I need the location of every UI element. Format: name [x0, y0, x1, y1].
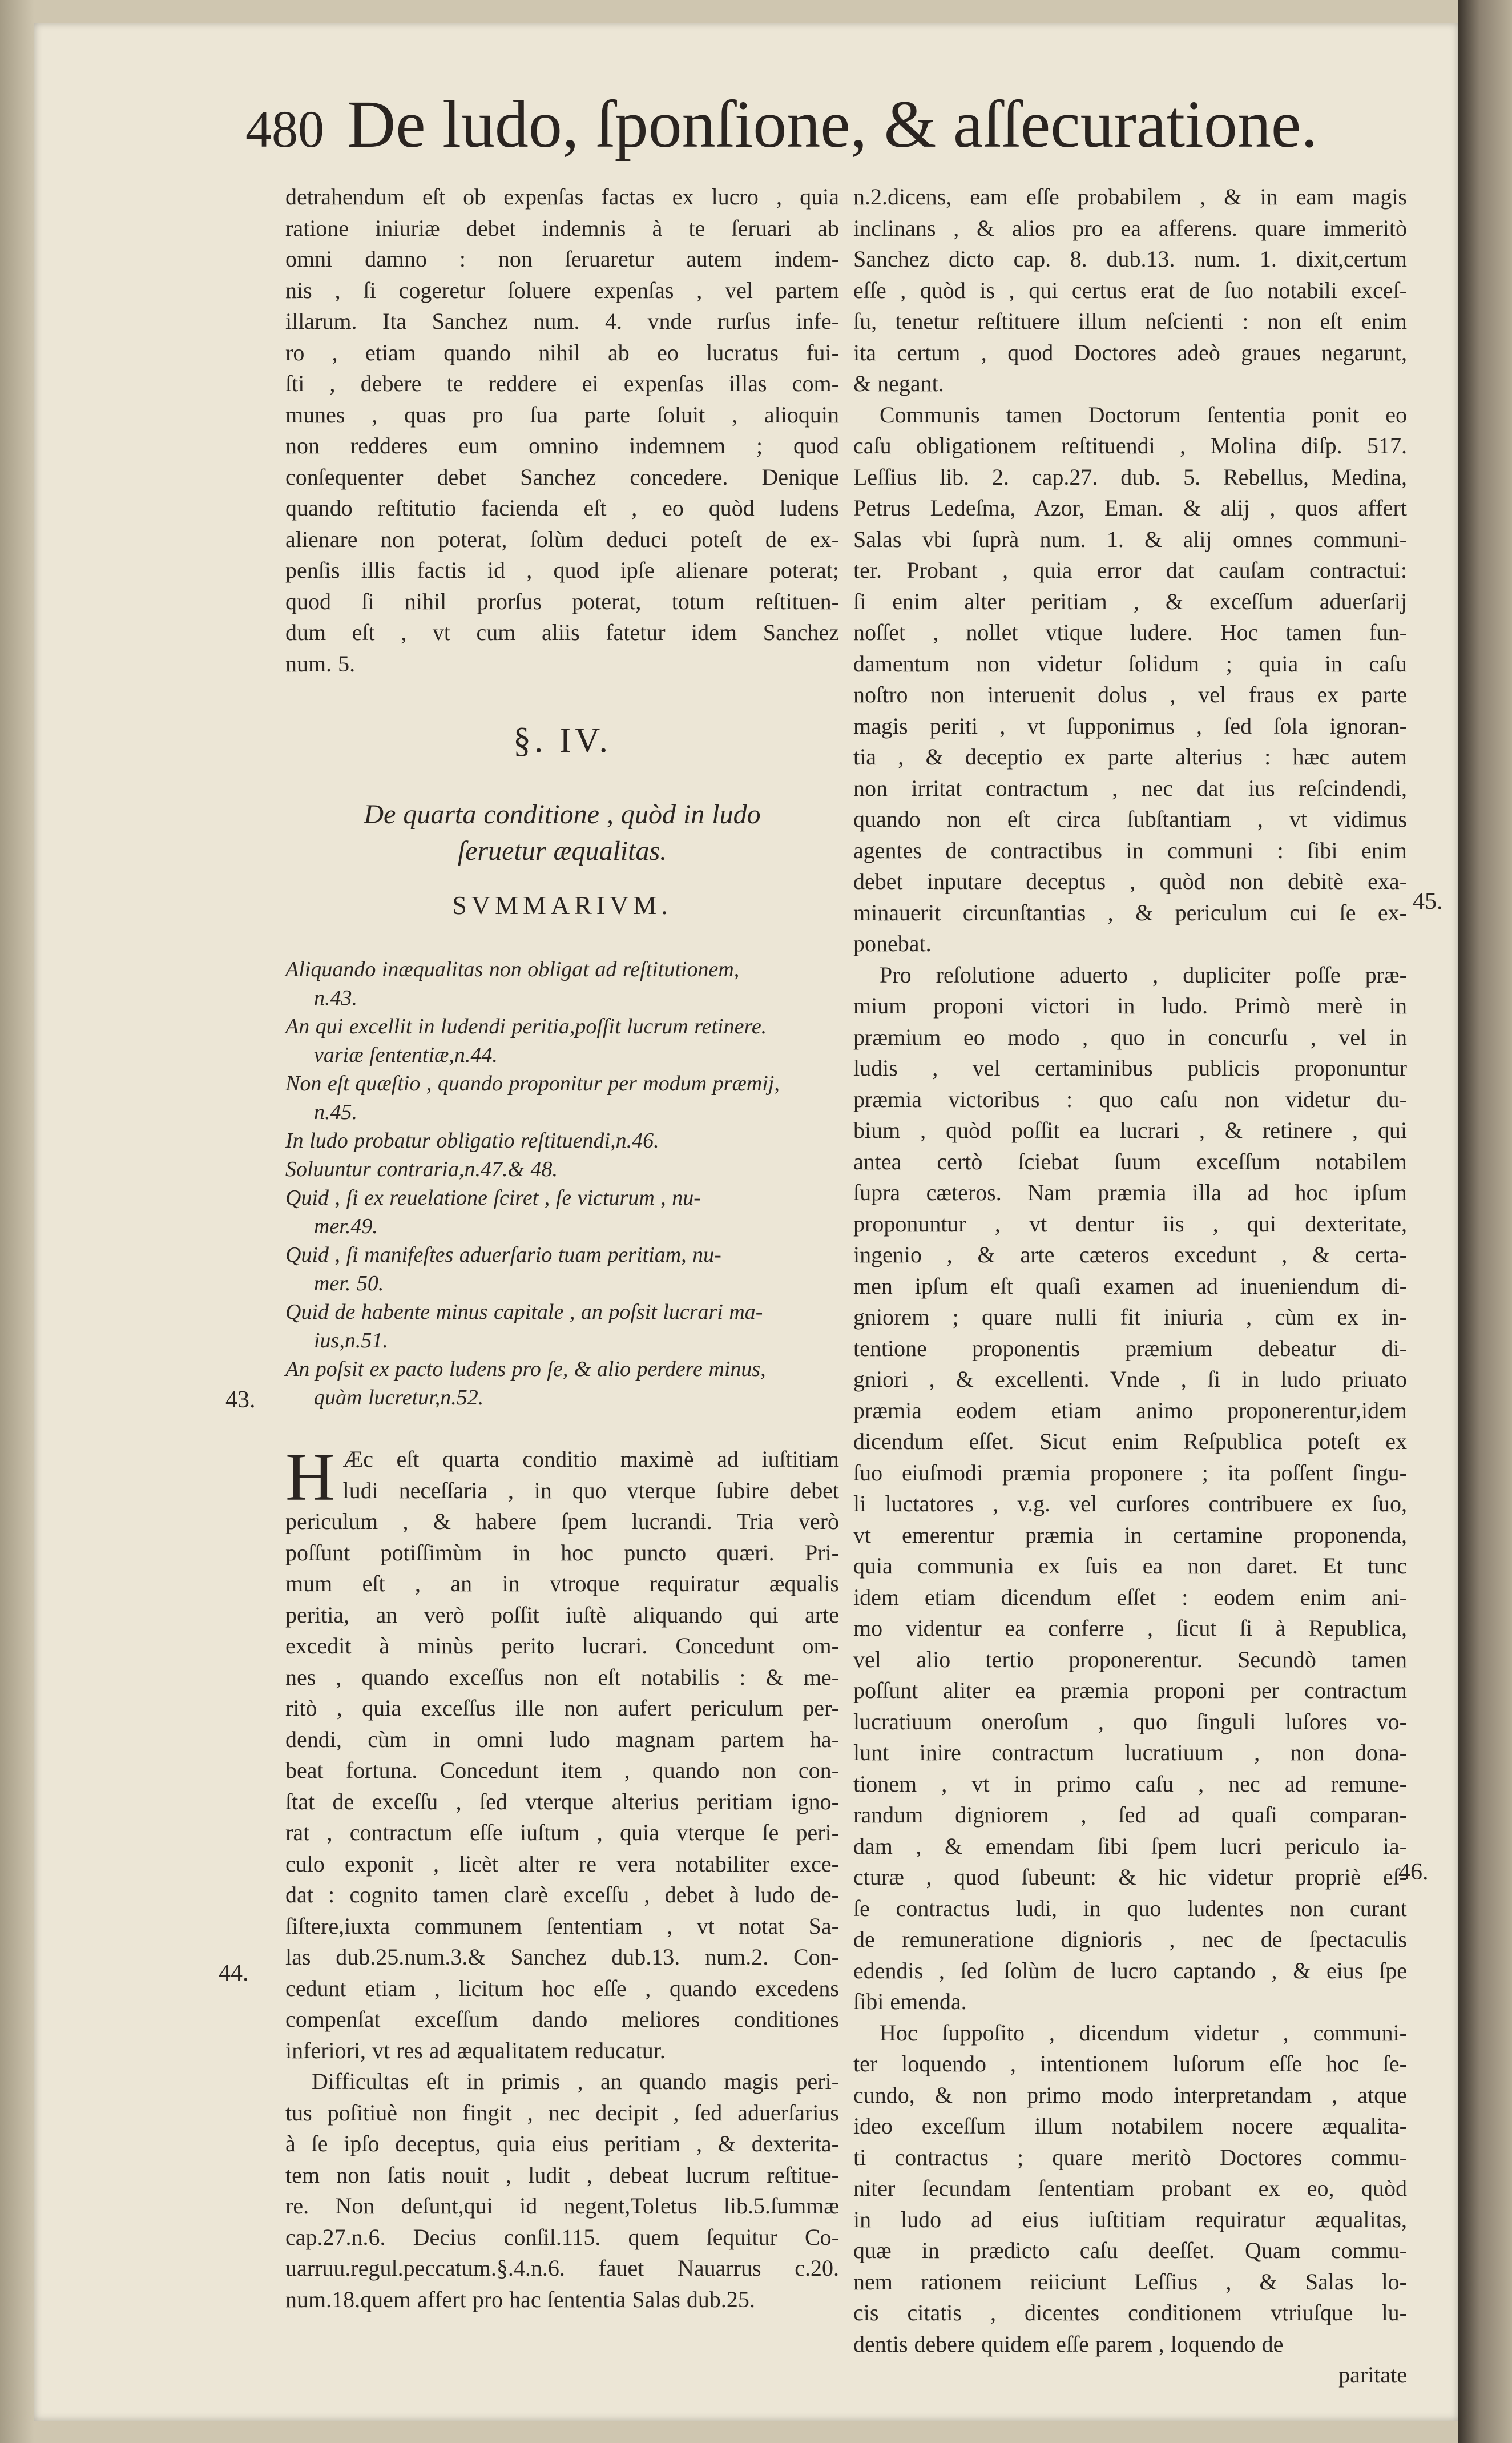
text-line: Hoc ſuppoſito , dicendum videtur , communi-	[880, 2019, 1407, 2046]
text-line: compenſat exceſſum dando meliores conditiones	[285, 2006, 839, 2032]
text-line: nem rationem reiiciunt Leſſius , & Salas lo-	[853, 2268, 1407, 2295]
text-line: tia , & deceptio ex parte alterius : hæc autem	[853, 744, 1407, 770]
text-line: niter ſecundam ſententiam probant ex eo, quòd	[853, 2175, 1407, 2201]
text-line: peritia, an verò poſſit iuſtè aliquando qui arte	[285, 1601, 839, 1628]
left-column	[285, 182, 839, 2315]
text-line: tentione proponentis præmium debeatur di-	[853, 1335, 1407, 1361]
text-line: mum eſt , an in vtroque requiratur æqualis	[285, 1571, 839, 1596]
right-para-2	[853, 400, 1407, 960]
text-line: noſtro non interuenit dolus , vel fraus ex parte	[853, 682, 1407, 707]
text-line: ſi enim alter peritiam , & exceſſum aduerſarij	[853, 588, 1407, 614]
text-line: poſſunt potiſſimùm in hoc puncto quæri. Pri-	[285, 1539, 839, 1565]
page-number: 480	[245, 100, 324, 158]
text-line: præmia eodem etiam animo proponerentur,idem	[853, 1397, 1407, 1423]
text-line: cundo, & non primo modo interpretandam , atque	[853, 2082, 1407, 2108]
margin-number-44: 44.	[219, 1960, 249, 1986]
text-line: ideo exceſſum illum notabilem nocere æqualita-	[853, 2113, 1407, 2139]
text-line: non redderes eum omnino indemnem ; quod	[285, 433, 839, 458]
text-line: dum eſt , vt cum aliis fatetur idem Sanchez	[285, 619, 839, 645]
text-line: à ſe ipſo deceptus, quia eius peritiam , & dexterita-	[285, 2131, 839, 2156]
text-line: dam , & emendam ſibi ſpem lucri periculo ia-	[853, 1833, 1407, 1859]
text-line: eſſe , quòd is , qui certus erat de ſuo notabili exceſ-	[853, 277, 1407, 303]
drop-cap: H	[285, 1439, 335, 1515]
text-line: periculum , & habere ſpem lucrandi. Tria verò	[285, 1508, 839, 1534]
text-line: quando non eſt circa ſubſtantiam , vt vidimus	[853, 806, 1407, 832]
text-line: ti contractus ; quare meritò Doctores commu-	[853, 2144, 1407, 2170]
summary-item-main: Aliquando inæqualitas non obligat ad reſtitutionem,	[285, 957, 740, 981]
summary-item-cont: ius,n.51.	[314, 1329, 388, 1353]
text-line: inclinans , & alios pro ea afferens. quare immeritò	[853, 215, 1407, 241]
text-line: Leſſius lib. 2. cap.27. dub. 5. Rebellus, Medina,	[853, 464, 1407, 490]
text-line: quod ſi nihil prorſus poterat, totum reſtituen-	[285, 588, 839, 614]
left-para-3	[285, 2066, 839, 2315]
summary-item-main: Quid , ſi ex reuelatione ſciret , ſe victurum , nu-	[285, 1186, 701, 1210]
text-line: cedunt etiam , licitum hoc eſſe , quando excedens	[285, 1975, 839, 2001]
right-para-4	[853, 2018, 1407, 2360]
summary-item	[285, 1184, 839, 1241]
margin-number-46: 46.	[1398, 1859, 1429, 1885]
text-line: beat fortuna. Concedunt item , quando non con-	[285, 1757, 839, 1783]
text-line: ter. Probant , quia error dat cauſam contractui:	[853, 557, 1407, 583]
text-line: caſu obligationem reſtituendi , Molina diſp. 517.	[853, 433, 1407, 458]
summary-item	[285, 1298, 839, 1355]
text-line: antea certò ſciebat ſuum exceſſum notabilem	[853, 1148, 1407, 1174]
text-line: mium proponi victori in ludo. Primò merè in	[853, 993, 1407, 1019]
text-line: ſupra cæteros. Nam præmia illa ad hoc ipſum	[853, 1180, 1407, 1205]
text-line: minauerit circunſtantias , & periculum cui ſe ex-	[853, 899, 1407, 925]
text-line: Salas vbi ſuprà num. 1. & alij omnes communi-	[853, 526, 1407, 552]
text-line: ter loquendo , intentionem luſorum eſſe hoc ſe-	[853, 2051, 1407, 2076]
text-line: præmia victoribus : quo caſu non videtur du-	[853, 1086, 1407, 1112]
summary-item	[285, 1012, 839, 1069]
text-line: gniori , & excellenti. Vnde , ſi in ludo priuato	[853, 1366, 1407, 1392]
text-line: ſe contractus ludi, in quo ludentes non curant	[853, 1895, 1407, 1921]
catchword: paritate	[1338, 2362, 1407, 2388]
text-line: ludis , vel certaminibus publicis proponuntur	[853, 1055, 1407, 1081]
text-line: detrahendum eſt ob expenſas factas ex lucro , quia	[285, 184, 839, 210]
text-line: quæ in prædicto caſu deeſſet. Quam commu-	[853, 2237, 1407, 2263]
text-line: cap.27.n.6. Decius conſil.115. quem ſequitur Co-	[285, 2224, 839, 2250]
right-para-1	[853, 182, 1407, 400]
summary-list	[285, 955, 839, 1412]
summary-item-main: An poſsit ex pacto ludens pro ſe, & alio perdere minus,	[285, 1357, 766, 1381]
summary-item-main: Quid , ſi manifeſtes aduerſario tuam peritiam, nu-	[285, 1243, 721, 1267]
text-line: agentes de contractibus in communi : ſibi enim	[853, 837, 1407, 863]
text-line: ſiſtere,iuxta communem ſententiam , vt notat Sa-	[285, 1913, 839, 1939]
text-line: tus poſitiuè non fingit , nec decipit , ſed aduerſarius	[285, 2099, 839, 2126]
summary-item	[285, 1069, 839, 1126]
text-line: lunt inire contractum lucratiuum , non dona-	[853, 1740, 1407, 1765]
text-line: Communis tamen Doctorum ſententia ponit eo	[880, 401, 1407, 428]
text-line: lucratiuum oneroſum , quo ſinguli luſores vo-	[853, 1708, 1407, 1734]
summary-item-main: Quid de habente minus capitale , an poſsit lucrari ma-	[285, 1300, 763, 1324]
text-line: Petrus Ledeſma, Azor, Eman. & alij , quos affert	[853, 495, 1407, 521]
text-line: debet inputare deceptus , quòd non debitè exa-	[853, 868, 1407, 894]
text-line: nis , ſi cogeretur ſoluere expenſas , vel partem	[285, 277, 839, 303]
text-line: num. 5.	[285, 650, 356, 677]
text-line: idem etiam dicendum eſſet : eodem enim ani-	[853, 1584, 1407, 1610]
text-line: ſuo eiuſmodi præmia proponere ; ita poſſent ſingu-	[853, 1459, 1407, 1486]
page-left-edge	[0, 0, 34, 2443]
text-line: illarum. Ita Sanchez num. 4. vnde rurſus infe-	[285, 308, 839, 334]
text-line: ritò , quia exceſſus ille non aufert periculum per-	[285, 1695, 839, 1721]
right-para-3	[853, 960, 1407, 2018]
text-line: ſu, tenetur reſtituere illum neſcienti : non eſt enim	[853, 308, 1407, 334]
text-line: edendis , ſed ſolùm de lucro captando , & eius ſpe	[853, 1957, 1407, 1983]
text-line: rat , contractum eſſe iuſtum , quia vterque ſe peri-	[285, 1820, 839, 1845]
summary-item-main: Soluuntur contraria,n.47.& 48.	[285, 1157, 558, 1181]
text-line: penſis illis factis id , quod ipſe alienare poterat;	[285, 557, 839, 583]
summary-item-main: In ludo probatur obligatio reſtituendi,n.46.	[285, 1129, 659, 1153]
text-line: uarruu.regul.peccatum.§.4.n.6. fauet Nauarrus c.20.	[285, 2255, 839, 2281]
left-para-2	[285, 1439, 839, 2066]
text-line: damentum non videtur ſolidum ; quia in caſu	[853, 650, 1407, 677]
right-column	[853, 182, 1407, 2391]
summary-item-cont: n.45.	[314, 1100, 357, 1124]
text-line: ponebat.	[853, 931, 932, 956]
text-line: dendi, cùm in omni ludo magnam partem ha-	[285, 1726, 839, 1752]
summary-item-cont: variæ ſententiæ,n.44.	[314, 1043, 498, 1067]
text-line: ſibi emenda.	[853, 1989, 967, 2014]
text-line: men ipſum eſt quaſi examen ad inueniendum di-	[853, 1273, 1407, 1299]
text-line: li luctatores , v.g. vel curſores contribuere ex ſuo,	[853, 1491, 1407, 1516]
text-line: Æc eſt quarta conditio maximè ad iuſtitiam	[342, 1446, 839, 1472]
summary-item-cont: mer.49.	[314, 1214, 378, 1238]
summary-item-cont: quàm lucretur,n.52.	[314, 1386, 484, 1410]
text-line: dat : cognito tamen clarè exceſſu , debet à ludo de-	[285, 1882, 839, 1907]
text-line: vt emerentur præmia in certamine proponenda,	[853, 1522, 1407, 1548]
text-line: Sanchez dicto cap. 8. dub.13. num. 1. dixit,certum	[853, 246, 1407, 272]
text-line: gniorem ; quare nulli fit iniuria , cùm ex in-	[853, 1304, 1407, 1330]
text-line: non irritat contractum , nec dat ius reſcindendi,	[853, 775, 1407, 801]
section-subtitle-1: De quarta conditione , quòd in ludo	[364, 799, 761, 830]
summary-item-cont: mer. 50.	[314, 1271, 384, 1295]
text-line: las dub.25.num.3.& Sanchez dub.13. num.2. Con-	[285, 1944, 839, 1970]
text-line: cturæ , quod ſubeunt: & hic videtur propriè eſ-	[853, 1864, 1407, 1890]
text-line: alienare non poterat, ſolùm deduci poteſt de ex-	[285, 526, 839, 552]
text-line: de remuneratione digniorіs , nec de ſpectaculis	[853, 1926, 1407, 1952]
left-para-1	[285, 182, 839, 679]
text-line: re. Non deſunt,qui id negent,Toletus lib.5.ſummæ	[285, 2193, 839, 2219]
text-line: excedit à minùs perito lucrari. Concedunt om-	[285, 1633, 839, 1659]
text-line: n.2.dicens, eam eſſe probabilem , & in eam magis	[853, 184, 1407, 210]
text-line: mo videntur ea conferre , ſicut ſi à Republica,	[853, 1615, 1407, 1641]
summary-item-cont: n.43.	[314, 986, 357, 1010]
text-line: præmium eo modo , quo in concurſu , vel in	[853, 1024, 1407, 1050]
text-line: cis citatis , dicentes conditionem vtriuſque lu-	[853, 2300, 1407, 2325]
margin-number-43: 43.	[225, 1387, 256, 1413]
text-line: bium , quòd poſſit ea lucrari , & retinere , qui	[853, 1117, 1407, 1143]
summary-item	[285, 1355, 839, 1412]
text-line: tem non ſatis nouit , ludit , debeat lucrum reſtitue-	[285, 2162, 839, 2188]
summary-item	[285, 955, 839, 1012]
text-line: Difficultas eſt in primis , an quando magis peri-	[312, 2068, 839, 2094]
text-line: conſequenter debet Sanchez concedere. Denique	[285, 464, 839, 490]
text-line: dentis debere quidem eſſe parem , loquendo de	[853, 2331, 1284, 2357]
text-line: omni damno : non ſeruaretur autem indem-	[285, 246, 839, 272]
text-line: ſtat de exceſſu , ſed vterque alterius peritiam igno-	[285, 1788, 839, 1814]
text-line: nes , quando exceſſus non eſt notabilis : & me-	[285, 1664, 839, 1690]
summary-item-main: An qui excellit in ludendi peritia,poſſit lucrum retinere.	[285, 1015, 767, 1039]
text-line: culo exponit , licèt alter re vera notabiliter exce-	[285, 1850, 839, 1877]
text-line: Pro reſolutione aduerto , dupliciter poſſe præ-	[880, 961, 1407, 988]
text-line: quia communia ex ſuis ea non daret. Et tunc	[853, 1553, 1407, 1579]
text-line: inferiori, vt res ad æqualitatem reducatur.	[285, 2037, 666, 2063]
text-line: ingenio , & arte cæteros excedunt , & certa-	[853, 1242, 1407, 1267]
binding-edge	[1458, 0, 1512, 2443]
text-line: ratione iniuriæ debet indemnis à te ſeruari ab	[285, 215, 839, 241]
text-line: dicendum eſſet. Sicut enim Reſpublica poteſt ex	[853, 1428, 1407, 1454]
text-line: randum digniorem , ſed ad quaſi comparan-	[853, 1802, 1407, 1828]
text-line: noſſet , nollet vtique ludere. Hoc tamen fun-	[853, 619, 1407, 645]
text-line: ita certum , quod Doctores adeò graues negarunt,	[853, 339, 1407, 365]
text-line: poſſunt aliter ea præmia proponi per contractum	[853, 1677, 1407, 1703]
text-line: proponuntur , vt dentur iis , qui dexteritate,	[853, 1210, 1407, 1237]
summary-item	[285, 1241, 839, 1298]
text-line: munes , quas pro ſua parte ſoluit , alioquin	[285, 401, 839, 428]
text-line: ſti , debere te reddere ei expenſas illas com-	[285, 371, 839, 396]
text-line: tionem , vt in primo caſu , nec ad remune-	[853, 1770, 1407, 1797]
section-subtitle-2: ſeruetur æqualitas.	[457, 835, 667, 866]
text-line: ludi neceſſaria , in quo vterque ſubire debet	[342, 1477, 839, 1503]
text-line: ro , etiam quando nihil ab eo lucratus fui-	[285, 339, 839, 365]
summary-item	[285, 1126, 839, 1155]
text-line: & negant.	[853, 371, 944, 396]
margin-number-45: 45.	[1413, 888, 1443, 915]
running-head	[245, 86, 1387, 163]
text-line: vel alio tertio proponerentur. Secundò tamen	[853, 1646, 1407, 1672]
text-line: num.18.quem affert pro hac ſententia Salas dub.25.	[285, 2286, 755, 2312]
text-line: quando reſtitutio facienda eſt , eo quòd ludens	[285, 495, 839, 521]
section-head: §. IV.	[513, 721, 611, 760]
summarium-label: SVMMARIVM.	[452, 890, 672, 920]
summary-item	[285, 1155, 839, 1184]
summary-item-main: Non eſt quæſtio , quando proponitur per modum præmij,	[285, 1072, 780, 1096]
running-title: De ludo, ſponſione, & aſſecuratione.	[347, 87, 1318, 162]
text-line: magis periti , vt ſupponimus , ſed ſola ignoran-	[853, 713, 1407, 739]
text-line: in ludo ad eius iuſtitiam requiratur æqualitas,	[853, 2206, 1407, 2232]
